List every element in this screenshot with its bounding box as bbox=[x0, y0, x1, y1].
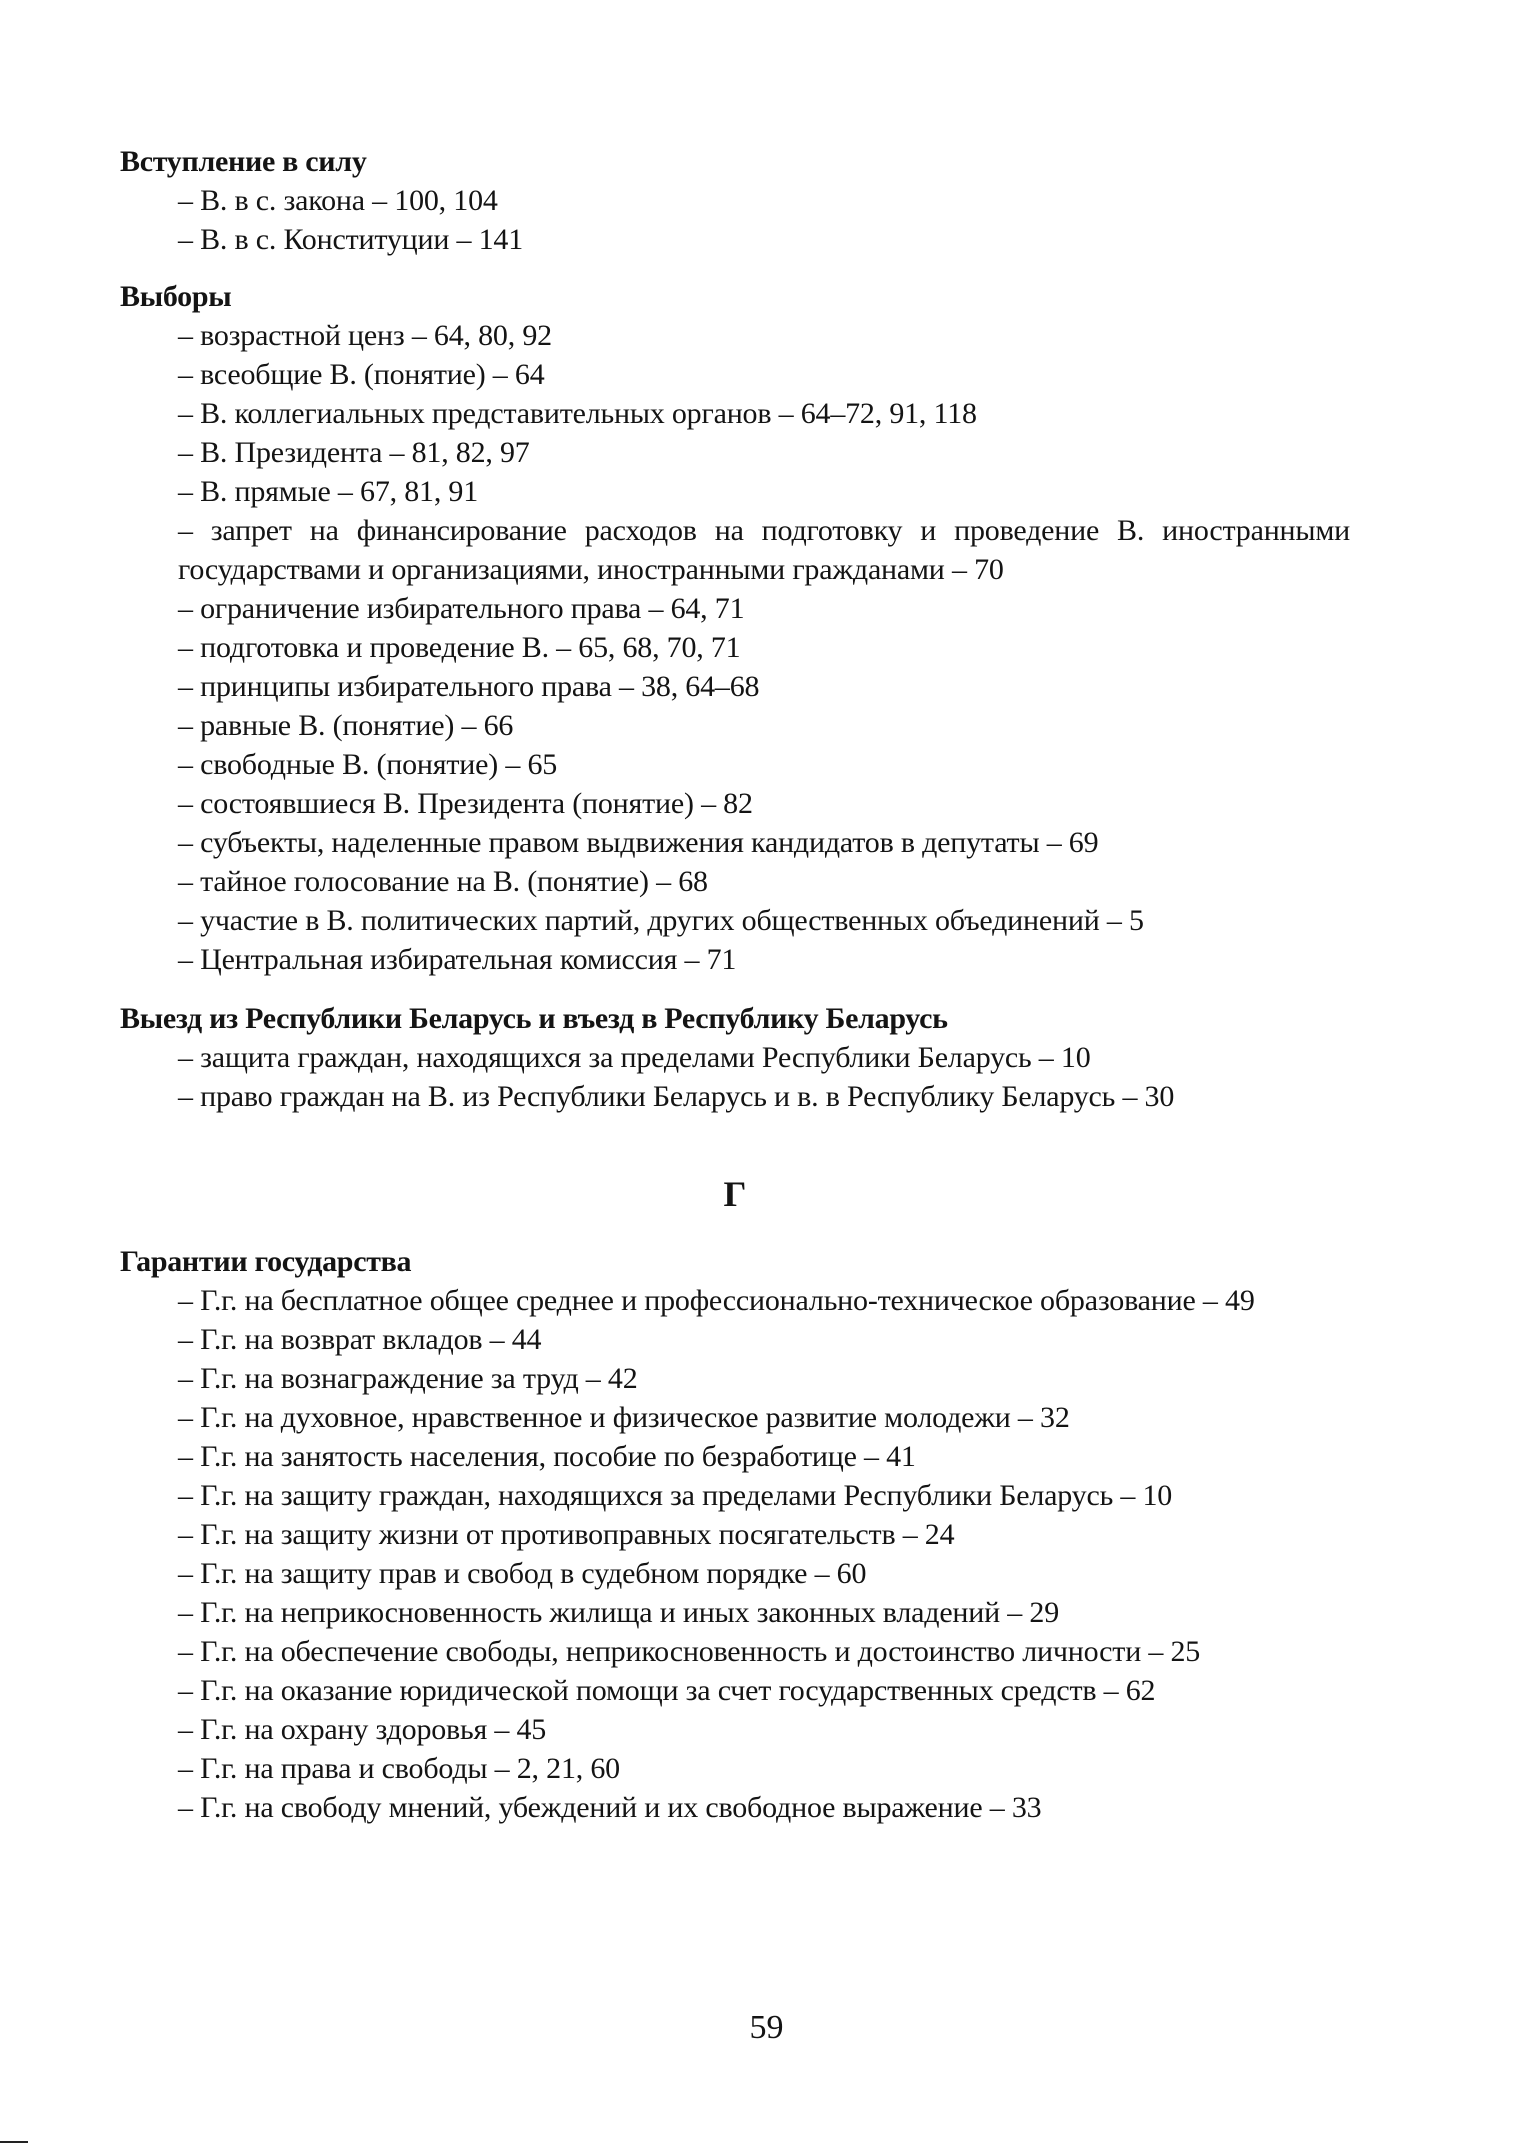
index-page bbox=[120, 142, 1350, 1827]
sub-entry: – В. Президента – 81, 82, 97 bbox=[178, 436, 530, 469]
sub-entry-list bbox=[120, 1281, 1350, 1827]
sub-entry: – Центральная избирательная комиссия – 71 bbox=[178, 943, 737, 976]
sub-entry: – Г.г. на духовное, нравственное и физическое развитие молодежи – 32 bbox=[178, 1401, 1070, 1434]
spacer bbox=[120, 259, 1350, 277]
sub-entry-list bbox=[120, 1038, 1350, 1116]
sub-entry: – возрастной ценз – 64, 80, 92 bbox=[178, 319, 552, 352]
sub-entry: – В. в с. Конституции – 141 bbox=[178, 223, 524, 256]
sub-entry: – В. в с. закона – 100, 104 bbox=[178, 184, 498, 217]
sub-entry: – Г.г. на защиту жизни от противоправных посягательств – 24 bbox=[178, 1518, 955, 1551]
sub-entry: – Г.г. на неприкосновенность жилища и иных законных владений – 29 bbox=[178, 1596, 1059, 1629]
entry-heading: Гарантии государства bbox=[120, 1245, 412, 1278]
index-entry-vyezd bbox=[120, 999, 1350, 1116]
sub-entry: – Г.г. на обеспечение свободы, неприкосновенность и достоинство личности – 25 bbox=[178, 1635, 1201, 1668]
entry-heading: Вступление в силу bbox=[120, 145, 367, 178]
sub-entry: – Г.г. на свободу мнений, убеждений и их свободное выражение – 33 bbox=[178, 1791, 1042, 1824]
sub-entry: – свободные В. (понятие) – 65 bbox=[178, 748, 558, 781]
index-entry-vstuplenie bbox=[120, 142, 1350, 259]
sub-entry: – Г.г. на охрану здоровья – 45 bbox=[178, 1713, 547, 1746]
sub-entry: – состоявшиеся В. Президента (понятие) – 82 bbox=[178, 787, 753, 820]
sub-entry: – защита граждан, находящихся за пределами Республики Беларусь – 10 bbox=[178, 1041, 1091, 1074]
index-entry-vybory bbox=[120, 277, 1350, 979]
sub-entry: – Г.г. на возврат вкладов – 44 bbox=[178, 1323, 542, 1356]
entry-heading: Выезд из Республики Беларусь и въезд в Республику Беларусь bbox=[120, 1002, 948, 1035]
sub-entry: – субъекты, наделенные правом выдвижения кандидатов в депутаты – 69 bbox=[178, 826, 1099, 859]
spacer bbox=[120, 979, 1350, 999]
sub-entry: – Г.г. на оказание юридической помощи за счет государственных средств – 62 bbox=[178, 1674, 1156, 1707]
sub-entry: – Г.г. на защиту граждан, находящихся за пределами Республики Беларусь – 10 bbox=[178, 1479, 1173, 1512]
sub-entry: – всеобщие В. (понятие) – 64 bbox=[178, 358, 545, 391]
sub-entry: – запрет на финансирование расходов на подготовку и проведение В. иностранными государствами и организациями, иностранными гражданами – 70 bbox=[178, 514, 1350, 586]
index-entry-garantii bbox=[120, 1242, 1350, 1827]
sub-entry: – Г.г. на вознаграждение за труд – 42 bbox=[178, 1362, 638, 1395]
sub-entry: – принципы избирательного права – 38, 64–68 bbox=[178, 670, 760, 703]
sub-entry: – равные В. (понятие) – 66 bbox=[178, 709, 514, 742]
sub-entry: – ограничение избирательного права – 64, 71 bbox=[178, 592, 745, 625]
sub-entry: – В. коллегиальных представительных органов – 64–72, 91, 118 bbox=[178, 397, 977, 430]
page-number: 59 bbox=[749, 2009, 784, 2046]
sub-entry: – Г.г. на права и свободы – 2, 21, 60 bbox=[178, 1752, 620, 1785]
sub-entry: – Г.г. на занятость населения, пособие по безработице – 41 bbox=[178, 1440, 916, 1473]
letter-section-heading: Г bbox=[723, 1174, 747, 1214]
sub-entry: – В. прямые – 67, 81, 91 bbox=[178, 475, 479, 508]
sub-entry: – подготовка и проведение В. – 65, 68, 70, 71 bbox=[178, 631, 741, 664]
entry-heading: Выборы bbox=[120, 280, 232, 313]
sub-entry: – Г.г. на защиту прав и свобод в судебном порядке – 60 bbox=[178, 1557, 867, 1590]
sub-entry: – тайное голосование на В. (понятие) – 68 bbox=[178, 865, 708, 898]
sub-entry: – Г.г. на бесплатное общее среднее и профессионально-техническое образование – 49 bbox=[178, 1284, 1255, 1317]
sub-entry-list bbox=[120, 316, 1350, 979]
sub-entry: – право граждан на В. из Республики Беларусь и в. в Республику Беларусь – 30 bbox=[178, 1080, 1175, 1113]
sub-entry-list bbox=[120, 181, 1350, 259]
sub-entry: – участие в В. политических партий, других общественных объединений – 5 bbox=[178, 904, 1144, 937]
